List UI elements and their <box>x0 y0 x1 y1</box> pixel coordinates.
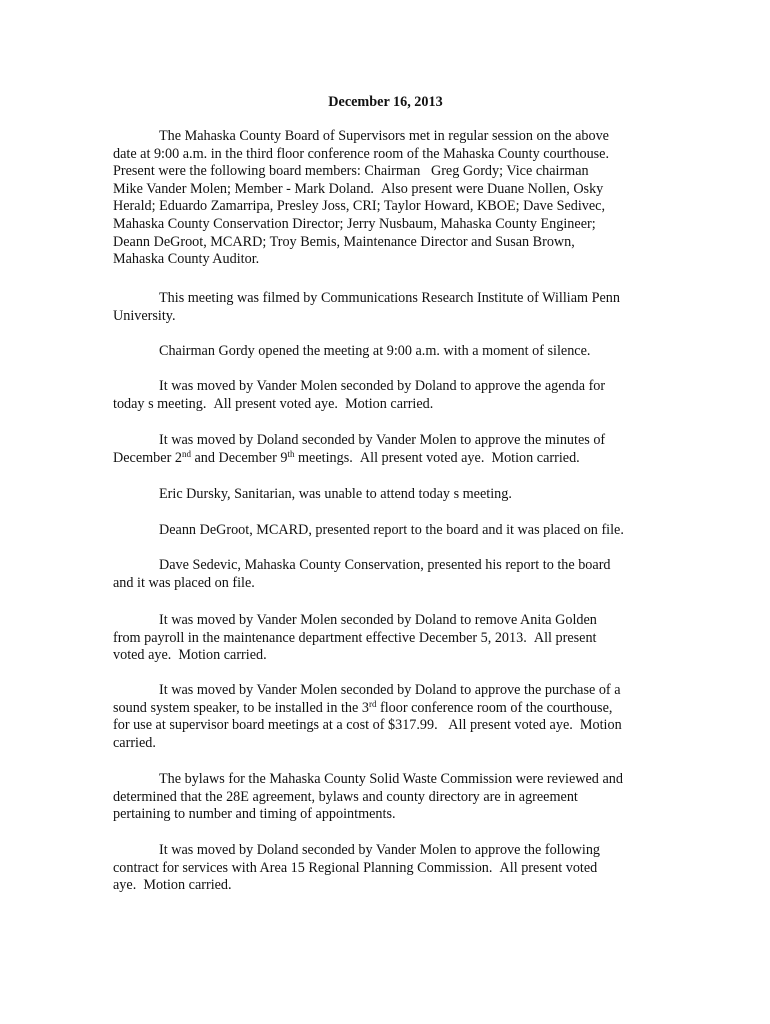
text-line: from payroll in the maintenance department effective December 5, 2013. All present <box>113 629 597 646</box>
text-line: Deann DeGroot, MCARD; Troy Bemis, Maintenance Director and Susan Brown, <box>113 233 575 250</box>
text-line: The bylaws for the Mahaska County Solid Waste Commission were reviewed and <box>159 771 623 787</box>
text-line: University. <box>113 307 176 324</box>
text-line: It was moved by Doland seconded by Vander Molen to approve the following <box>159 842 601 858</box>
text-line: Deann DeGroot, MCARD, presented report to the board and it was placed on file. <box>159 522 624 538</box>
text-line: It was moved by Vander Molen seconded by Doland to remove Anita Golden <box>159 612 597 628</box>
text-line: It was moved by Vander Molen seconded by Doland to approve the agenda for <box>159 378 606 394</box>
text-line: today s meeting. All present voted aye. Motion carried. <box>113 395 434 412</box>
text-line: Mahaska County Conservation Director; Jerry Nusbaum, Mahaska County Engineer; <box>113 215 596 232</box>
paragraph-minutes-motion <box>113 432 658 467</box>
text-line: Mahaska County Auditor. <box>113 251 260 268</box>
text-line: This meeting was filmed by Communications Research Institute of William Penn <box>159 290 620 306</box>
ordinal-suffix: th <box>287 448 295 459</box>
text-line: voted aye. Motion carried. <box>113 647 267 664</box>
text-line: contract for services with Area 15 Regional Planning Commission. All present voted <box>113 859 598 876</box>
text-line: and December 9 <box>190 449 288 466</box>
paragraph-filming <box>113 290 658 325</box>
paragraph-conservation-report <box>113 557 658 592</box>
text-line: Herald; Eduardo Zamarripa, Presley Joss, CRI; Taylor Howard, KBOE; Dave Sedivec, <box>113 198 606 215</box>
text-line: Dave Sedevic, Mahaska County Conservation, presented his report to the board <box>159 557 611 573</box>
paragraph-agenda-motion <box>113 378 658 413</box>
text-line: Mike Vander Molen; Member - Mark Doland. Also present were Duane Nollen, Osky <box>113 180 604 197</box>
text-line: It was moved by Vander Molen seconded by Doland to approve the purchase of a <box>159 682 621 698</box>
paragraph-sanitarian <box>113 486 658 504</box>
paragraph-mcard-report <box>113 522 658 540</box>
paragraph-bylaws <box>113 771 658 824</box>
text-line: Present were the following board members: Chairman Greg Gordy; Vice chairman <box>113 163 589 180</box>
paragraph-opening <box>113 343 658 361</box>
text-line: for use at supervisor board meetings at a cost of $317.99. All present voted aye. Motion <box>113 717 622 734</box>
text-line: December 2 <box>113 449 182 466</box>
paragraph-payroll-motion <box>113 612 658 665</box>
paragraph-sound-system-motion <box>113 682 658 752</box>
text-line: sound system speaker, to be installed in the 3 <box>113 699 369 716</box>
text-line: date at 9:00 a.m. in the third floor conference room of the Mahaska County courthouse. <box>113 145 610 162</box>
text-line: meetings. All present voted aye. Motion carried. <box>294 449 580 466</box>
paragraph-contract-motion <box>113 842 658 895</box>
ordinal-suffix: rd <box>368 698 377 709</box>
paragraph-attendance <box>113 128 658 269</box>
date-heading: December 16, 2013 <box>328 94 443 110</box>
text-line: Eric Dursky, Sanitarian, was unable to attend today s meeting. <box>159 486 512 502</box>
text-line: carried. <box>113 734 156 751</box>
text-line: determined that the 28E agreement, bylaws and county directory are in agreement <box>113 788 578 805</box>
text-line: and it was placed on file. <box>113 574 255 591</box>
text-line: It was moved by Doland seconded by Vander Molen to approve the minutes of <box>159 432 606 448</box>
text-line: pertaining to number and timing of appointments. <box>113 806 396 823</box>
text-line: Chairman Gordy opened the meeting at 9:00 a.m. with a moment of silence. <box>159 343 591 359</box>
text-line: floor conference room of the courthouse, <box>376 699 613 716</box>
ordinal-suffix: nd <box>181 448 191 459</box>
text-line: aye. Motion carried. <box>113 877 232 894</box>
text-line: The Mahaska County Board of Supervisors met in regular session on the above <box>159 128 609 144</box>
